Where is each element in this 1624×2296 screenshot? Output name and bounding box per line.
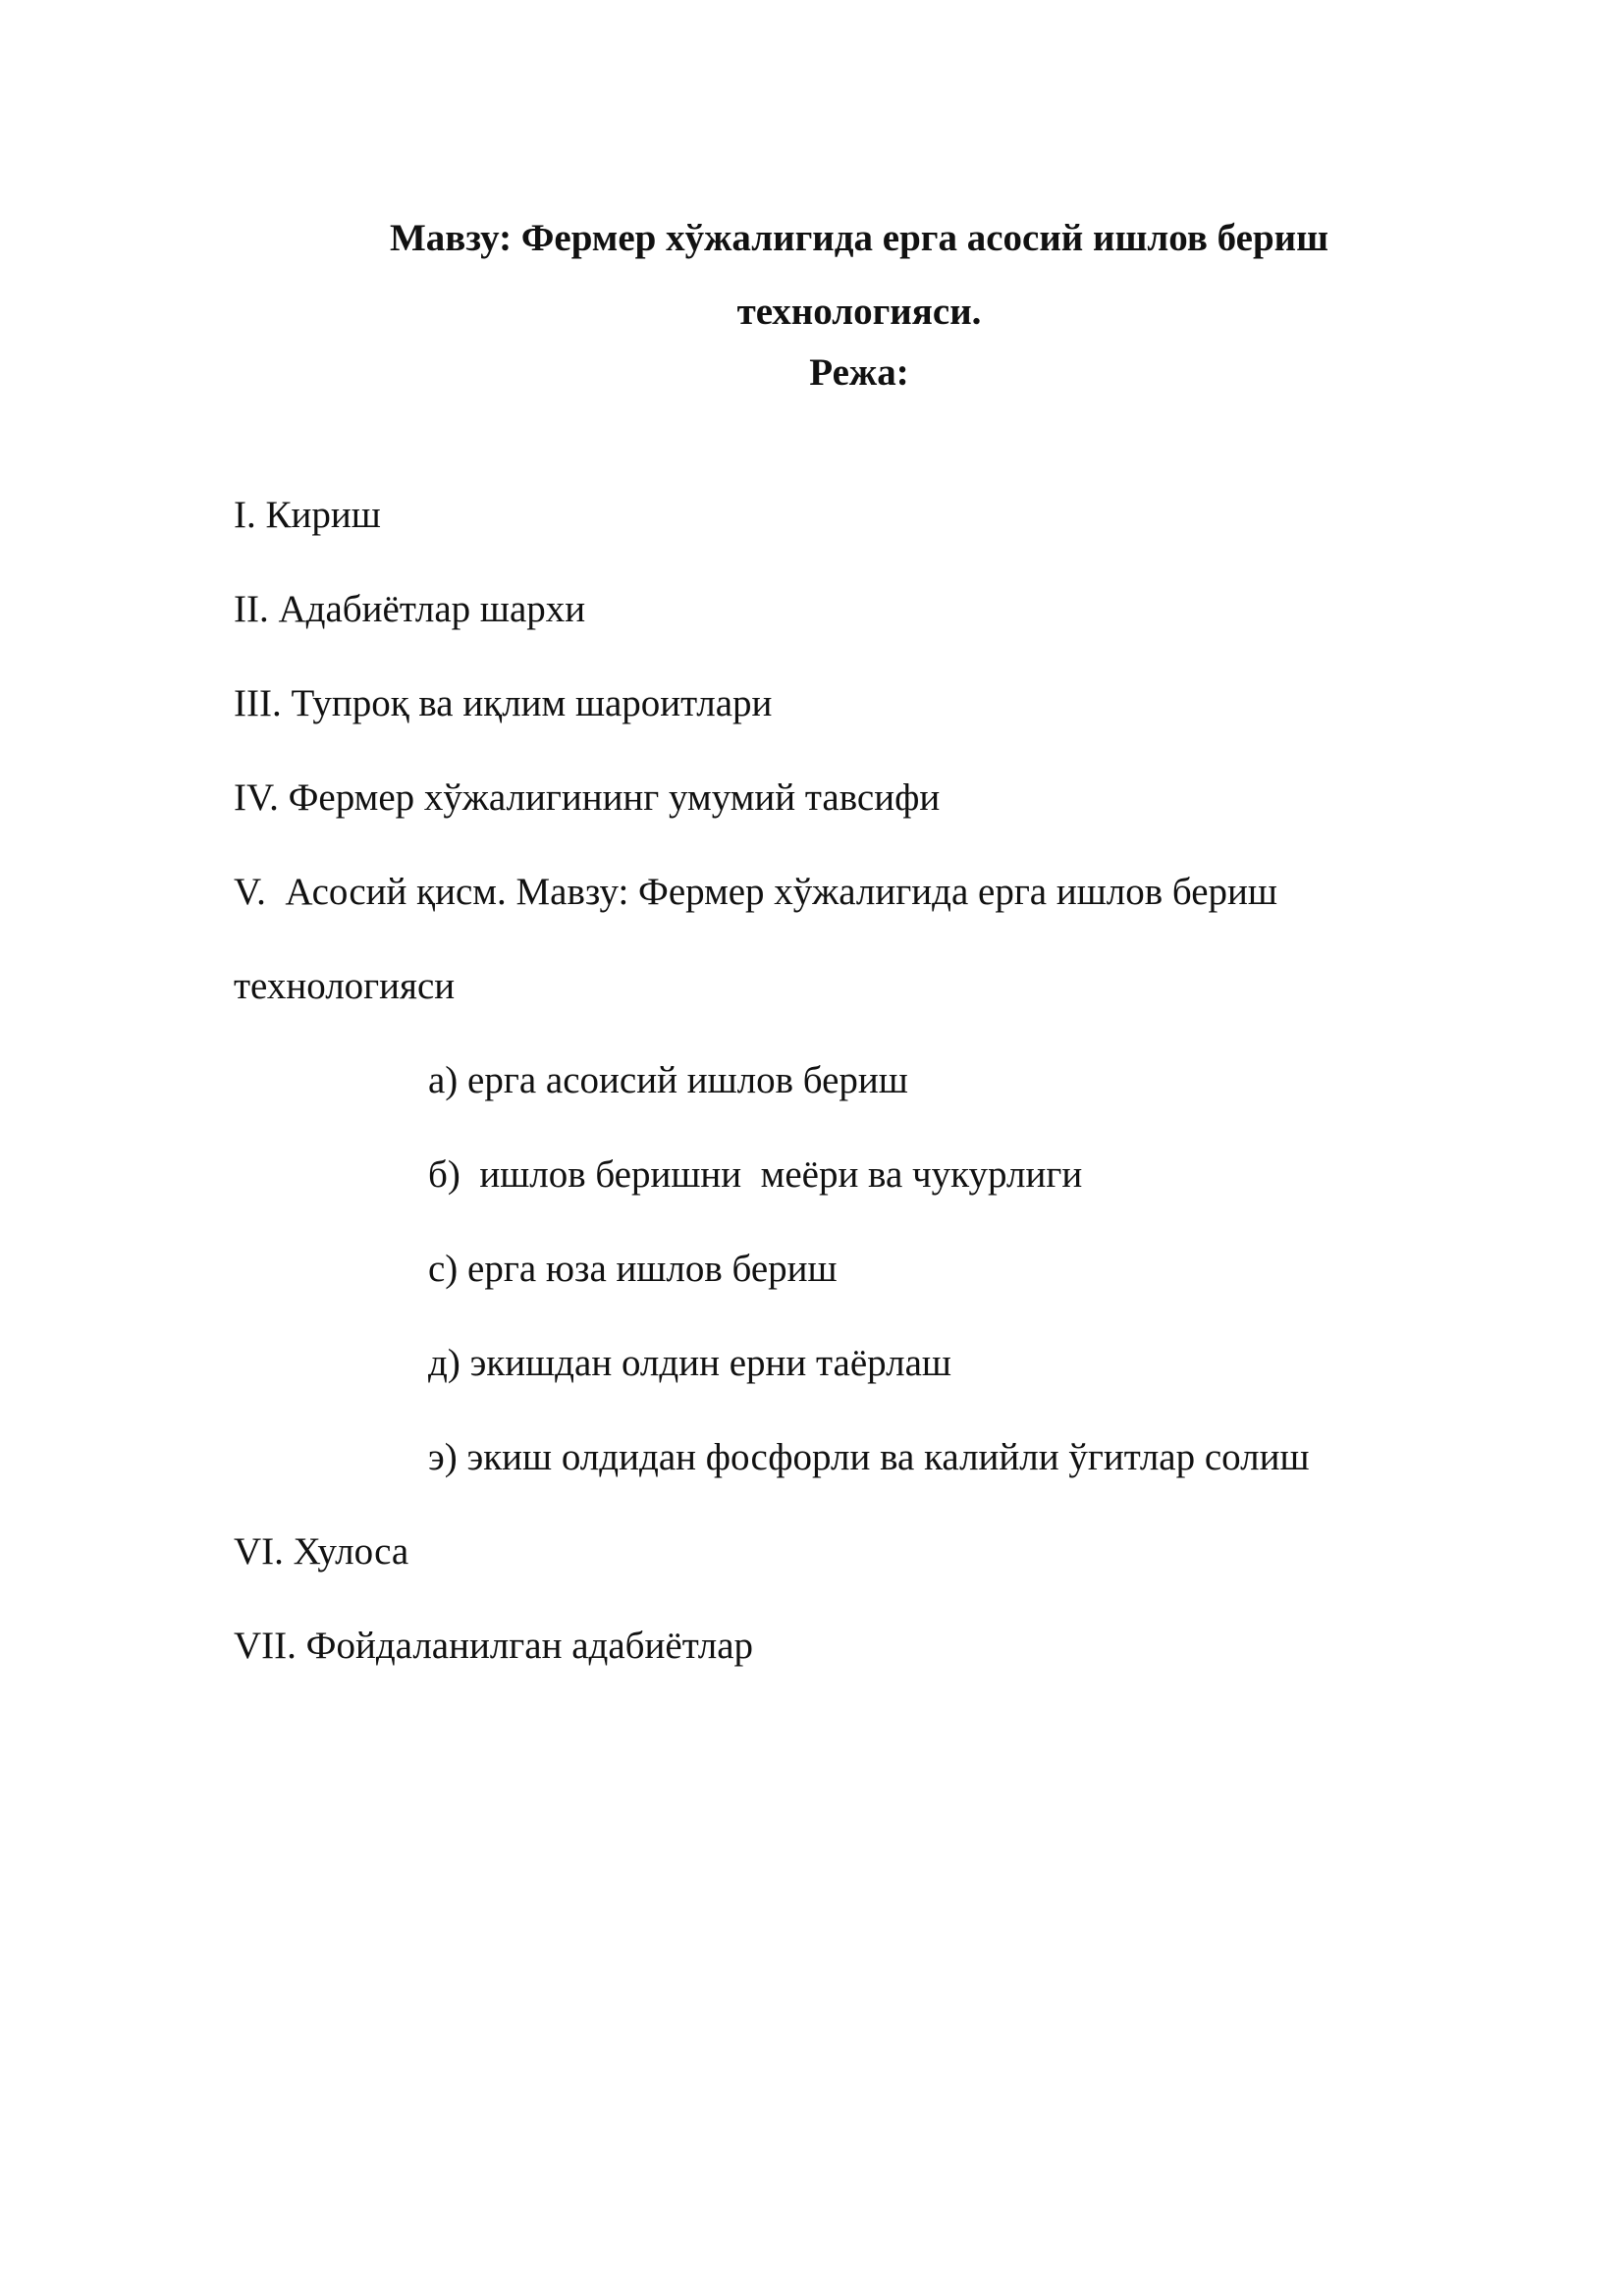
title-line-2: технологияси. <box>736 291 982 333</box>
plan-subitem-d: д) экишдан олдин ерни таёрлаш <box>428 1342 951 1384</box>
plan-item-soil-climate: III. Тупроқ ва иқлим шароитлари <box>234 682 773 724</box>
plan-item-farm-description: IV. Фермер хўжалигининг умумий тавсифи <box>234 776 941 819</box>
plan-item-literature-review: II. Адабиётлар шархи <box>234 588 586 630</box>
plan-item-conclusion: VI. Хулоса <box>234 1530 409 1573</box>
plan-item-main-part: V. Асосий қисм. Мавзу: Фермер хўжалигида ерга ишлов бериш <box>234 871 1277 913</box>
plan-subitem-b: б) ишлов беришни меёри ва чукурлиги <box>428 1153 1083 1196</box>
document-title <box>236 201 1483 348</box>
plan-item-main-part-continuation: технологияси <box>234 965 456 1007</box>
plan-subitem-a: а) ерга асоисий ишлов бериш <box>428 1059 908 1101</box>
plan-item-introduction: I. Кириш <box>234 494 381 536</box>
plan-item-references: VII. Фойдаланилган адабиётлар <box>234 1625 754 1667</box>
plan-heading: Режа: <box>809 351 909 394</box>
plan-subitem-c: с) ерга юза ишлов бериш <box>428 1248 838 1290</box>
title-line-1: Мавзу: Фермер хўжалигида ерга асосий ишлов бериш <box>389 217 1329 259</box>
plan-subitem-e: э) экиш олдидан фосфорли ва калийли ўгитлар солиш <box>428 1436 1310 1478</box>
